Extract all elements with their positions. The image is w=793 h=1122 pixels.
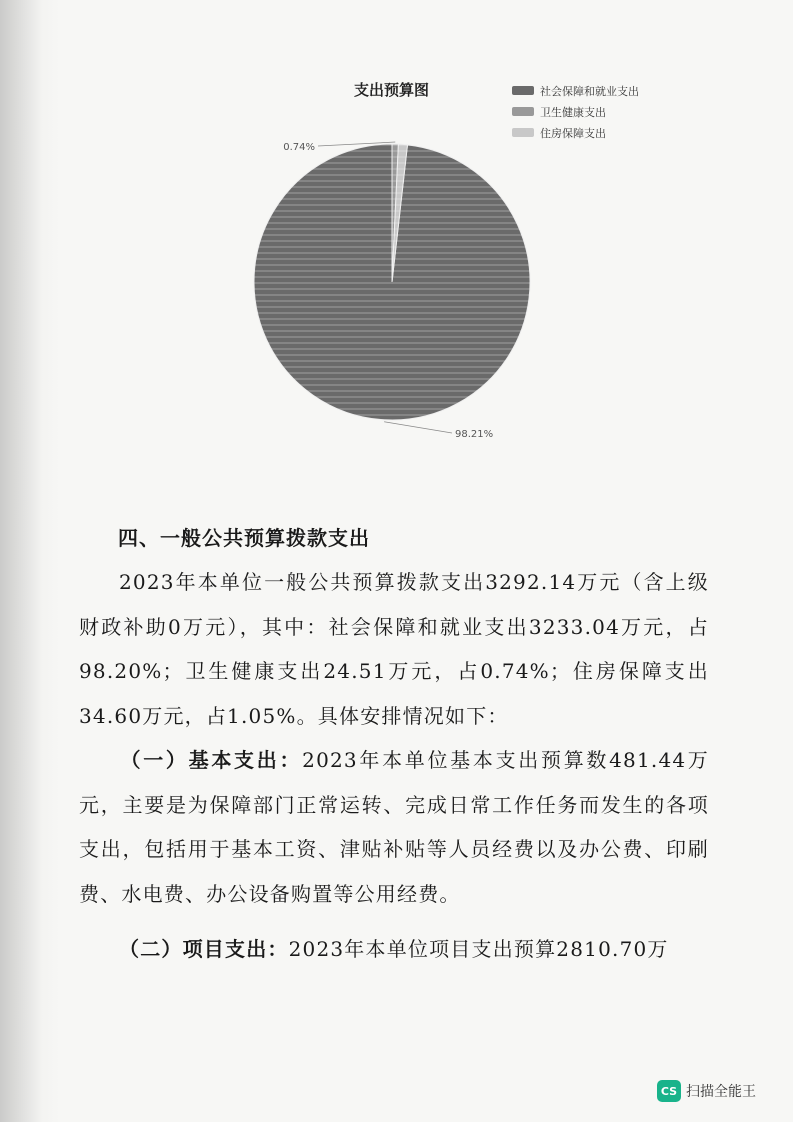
pie-label-health: 0.74% (283, 142, 315, 153)
legend-label-social: 社会保障和就业支出 (540, 84, 639, 98)
scan-texture (254, 144, 530, 420)
camscanner-logo-icon: CS (657, 1080, 681, 1102)
legend-label-health: 卫生健康支出 (540, 105, 606, 119)
basic-expenditure-label: （一）基本支出： (119, 748, 303, 772)
legend-label-housing: 住房保障支出 (540, 126, 606, 140)
pie-label-social: 98.21% (455, 429, 494, 440)
scanner-watermark (657, 1080, 756, 1102)
summary-text: 2023年本单位一般公共预算拨款支出3292.14万元（含上级财政补助0万元），其中：社会保障和就业支出3233.04万元，占98.20%；卫生健康支出24.51万元，占0.74%；住房保障支出34.60万元，占1.05%。具体安排情况如下： (79, 570, 709, 728)
project-expenditure-text: 2023年本单位项目支出预算2810.70万 (288, 937, 669, 961)
paragraph-basic-expenditure (79, 738, 709, 916)
paragraph-project-expenditure (79, 927, 709, 972)
basic-expenditure-text: 2023年本单位基本支出预算数481.44万元，主要是为保障部门正常运转、完成日常工作任务而发生的各项支出，包括用于基本工资、津贴补贴等人员经费以及办公费、印刷费、水电费、办公设备购置等公用经费。 (79, 748, 709, 906)
paragraph-summary (79, 560, 709, 738)
watermark-text: 扫描全能王 (686, 1084, 756, 1100)
section-heading: 四、一般公共预算拨款支出 (118, 526, 370, 550)
project-expenditure-label: （二）项目支出： (119, 937, 289, 961)
pie-chart (0, 0, 793, 470)
chart-title: 支出预算图 (354, 81, 430, 99)
pie-label-social-leader (384, 422, 452, 433)
